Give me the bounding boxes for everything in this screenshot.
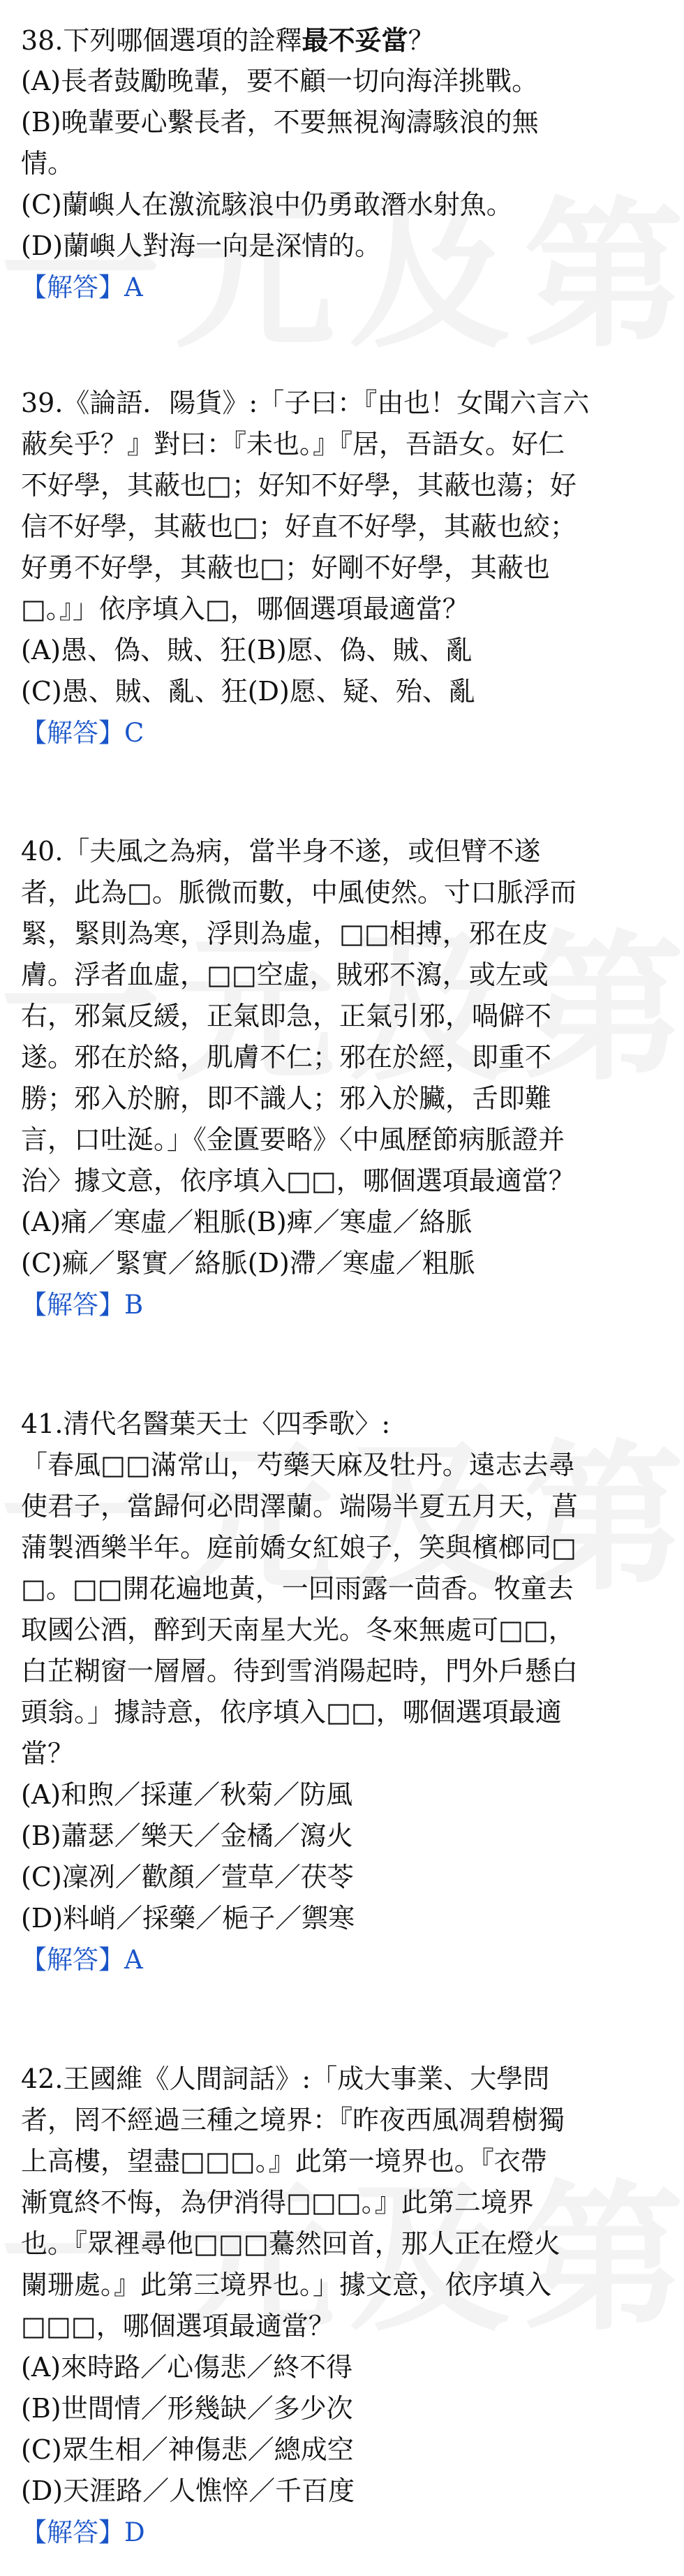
question-text-line: 遂。邪在於絡，肌膚不仁；邪在於經，即重不: [21, 1042, 552, 1073]
emphasis-text: 最不妥當: [302, 24, 408, 56]
option-c: (C)凜冽／歡顏／萱草／茯苓: [21, 1862, 354, 1892]
question-text-line: 闌珊處。』此第三境界也。」據文意，依序填入: [21, 2269, 552, 2300]
question-text-line: □。□□開花遍地黃，一回雨露一茴香。牧童去: [21, 1573, 574, 1604]
question-40: [21, 831, 670, 1325]
question-text-line: 頭翁。」據詩意，依序填入□□，哪個選項最適: [21, 1697, 562, 1728]
question-stem: [21, 20, 670, 61]
question-text-line: 41.清代名醫葉天士〈四季歌〉:: [21, 1408, 391, 1439]
option-b: (B)晚輩要心繫長者，不要無視洶濤駭浪的無: [21, 107, 539, 138]
question-text-line: 右，邪氣反緩，正氣即急，正氣引邪，喎僻不: [21, 1001, 552, 1031]
answer-label: 【解答】A: [21, 1945, 143, 1975]
option-b: (B)世間情／形幾缺／多少次: [21, 2393, 353, 2424]
question-text-line: 者，此為□。脈微而數，中風使然。寸口脈浮而: [21, 877, 577, 908]
question-text-line: □。』」依序填入□，哪個選項最適當？: [21, 594, 469, 624]
question-text-line: 蔽矣乎？』對曰：『未也。』『居，吾語女。好仁: [21, 429, 565, 459]
question-text-line: 緊，緊則為寒，浮則為虛，□□相搏，邪在皮: [21, 918, 549, 949]
option-c: (C)蘭嶼人在激流駭浪中仍勇敢潛水射魚。: [21, 189, 513, 220]
option-a: (A)和煦／採蓮／秋菊／防風: [21, 1779, 353, 1810]
options-line: (A)痛／寒虛／粗脈(B)痺／寒虛／絡脈: [21, 1207, 473, 1237]
question-41: [21, 1404, 670, 1980]
question-text-line: 漸寬終不悔，為伊消得□□□。』此第二境界: [21, 2187, 534, 2218]
question-text-line: 信不好學，其蔽也□；好直不好學，其蔽也絞；: [21, 511, 577, 542]
stem-text: ？: [408, 25, 435, 56]
question-text-line: 「春風□□滿常山，芍藥天麻及牡丹。遠志去尋: [21, 1450, 575, 1480]
option-b-continued: 情。: [21, 148, 75, 179]
question-text-line: 39.《論語．陽貨》:「子曰：『由也！女聞六言六: [21, 388, 590, 418]
question-text-line: 治〉據文意，依序填入□□，哪個選項最適當？: [21, 1165, 575, 1196]
question-text-line: 使君子，當歸何必問澤蘭。端陽半夏五月天，菖: [21, 1491, 579, 1522]
option-a: (A)來時路／心傷悲／終不得: [21, 2352, 353, 2383]
question-text-line: 不好學，其蔽也□；好知不好學，其蔽也蕩；好: [21, 470, 577, 501]
question-text-line: 也。『眾裡尋他□□□驀然回首，那人正在燈火: [21, 2228, 560, 2259]
question-text-line: 白芷糊窗一層層。待到雪消陽起時，門外戶懸白: [21, 1656, 579, 1686]
question-text-line: 言，口吐涎。」《金匱要略》〈中風歷節病脈證并: [21, 1124, 565, 1155]
question-42: [21, 2059, 670, 2553]
options-line: (C)愚、賊、亂、狂(D)愿、疑、殆、亂: [21, 676, 475, 707]
question-text-line: 好勇不好學，其蔽也□；好剛不好學，其蔽也: [21, 552, 550, 583]
options-line: (C)痲／緊實／絡脈(D)滯／寒虛／粗脈: [21, 1248, 475, 1279]
question-text-line: 者，罔不經過三種之境界：『昨夜西風凋碧樹獨: [21, 2105, 565, 2135]
option-b: (B)蕭瑟／樂天／金橘／瀉火: [21, 1820, 353, 1851]
question-text-line: 勝；邪入於腑，即不識人；邪入於臟，舌即難: [21, 1083, 552, 1114]
option-d: (D)天涯路／人憔悴／千百度: [21, 2475, 355, 2506]
question-text-line: □□□，哪個選項最適當？: [21, 2311, 335, 2341]
answer-label: 【解答】A: [21, 272, 143, 302]
stem-text: 38.下列哪個選項的詮釋: [21, 25, 302, 56]
question-text-line: 膚。浮者血虛，□□空虛，賊邪不瀉，或左或: [21, 959, 549, 990]
answer-label: 【解答】C: [21, 718, 144, 748]
question-text-line: 取國公酒，醉到天南星大光。冬來無處可□□，: [21, 1614, 575, 1645]
question-39: [21, 383, 670, 753]
question-38: [21, 20, 670, 308]
option-d: (D)料峭／採藥／梔子／禦寒: [21, 1903, 355, 1934]
options-line: (A)愚、偽、賊、狂(B)愿、偽、賊、亂: [21, 635, 473, 665]
option-a: (A)長者鼓勵晚輩，要不顧一切向海洋挑戰。: [21, 66, 539, 96]
question-text-line: 當？: [21, 1738, 75, 1769]
option-d: (D)蘭嶼人對海一向是深情的。: [21, 230, 382, 261]
question-text-line: 上高樓，望盡□□□。』此第一境界也。『衣帶: [21, 2146, 547, 2177]
answer-label: 【解答】D: [21, 2517, 145, 2547]
option-c: (C)眾生相／神傷悲／總成空: [21, 2434, 354, 2465]
question-text-line: 蒲製酒樂半年。庭前嬌女紅娘子，笑與檳榔同□: [21, 1532, 577, 1563]
answer-label: 【解答】B: [21, 1290, 144, 1320]
question-text-line: 40.「夫風之為病，當半身不遂，或但臂不遂: [21, 836, 541, 867]
question-text-line: 42.王國維《人間詞話》:「成大事業、大學問: [21, 2063, 550, 2094]
